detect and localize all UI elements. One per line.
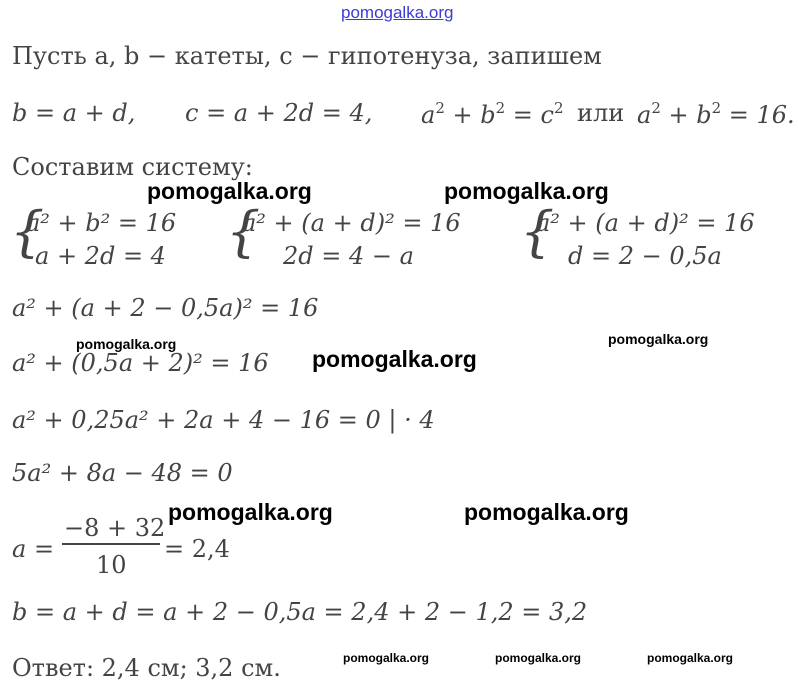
step-quadratic: 5a² + 8a − 48 = 0 xyxy=(12,459,233,487)
fraction-lhs: a = xyxy=(12,535,55,563)
watermark: pomogalka.org xyxy=(647,651,734,665)
equation-c: c = a + 2d = 4, xyxy=(185,99,373,127)
watermark: pomogalka.org xyxy=(168,499,333,525)
system-intro: Составим систему: xyxy=(12,153,253,181)
system-2-row-1: a² + (a + d)² = 16 xyxy=(242,209,461,237)
brace-icon: { xyxy=(226,200,261,263)
or-word: или xyxy=(577,99,625,127)
watermark: pomogalka.org xyxy=(312,346,477,372)
answer-text: Ответ: 2,4 см; 3,2 см. xyxy=(12,654,281,682)
system-2 xyxy=(226,200,496,275)
step-b-value: b = a + d = a + 2 − 0,5a = 2,4 + 2 − 1,2 = 3,2 xyxy=(12,598,588,626)
watermark: pomogalka.org xyxy=(147,178,312,204)
watermark: pomogalka.org xyxy=(608,331,709,347)
watermark: pomogalka.org xyxy=(495,651,582,665)
equation-b: b = a + d, xyxy=(12,99,136,127)
fraction-bar xyxy=(62,543,160,545)
intro-text: Пусть a, b − катеты, c − гипотенуза, запишем xyxy=(12,42,602,70)
system-1 xyxy=(10,200,210,275)
brace-icon: { xyxy=(10,200,45,263)
step-substitution: a² + (a + 2 − 0,5a)² = 16 xyxy=(12,294,319,322)
brace-icon: { xyxy=(520,200,555,263)
watermark-top-link[interactable]: pomogalka.org xyxy=(341,3,454,22)
equation-pythagoras: $a^2 + b^2 = c^2$ xyxy=(421,99,564,129)
fraction-rhs: = 2,4 xyxy=(164,535,230,563)
watermark: pomogalka.org xyxy=(464,499,629,525)
fraction-numerator: −8 + 32 xyxy=(64,514,166,542)
system-1-row-2: a + 2d = 4 xyxy=(35,242,166,270)
equation-pythagoras-16: $a^2 + b^2 = 16$. xyxy=(637,99,795,129)
system-1-row-1: a² + b² = 16 xyxy=(26,209,177,237)
watermark: pomogalka.org xyxy=(444,178,609,204)
fraction-denominator: 10 xyxy=(96,551,127,579)
system-2-row-2: 2d = 4 − a xyxy=(283,242,414,270)
step-expand: a² + 0,25a² + 2a + 4 − 16 = 0 | · 4 xyxy=(12,406,435,434)
step-simplify: a² + (0,5a + 2)² = 16 xyxy=(12,349,269,377)
system-3-row-1: a² + (a + d)² = 16 xyxy=(536,209,755,237)
watermark: pomogalka.org xyxy=(76,336,177,352)
system-3 xyxy=(520,200,790,275)
watermark: pomogalka.org xyxy=(343,651,430,665)
system-3-row-2: d = 2 − 0,5a xyxy=(568,242,722,270)
